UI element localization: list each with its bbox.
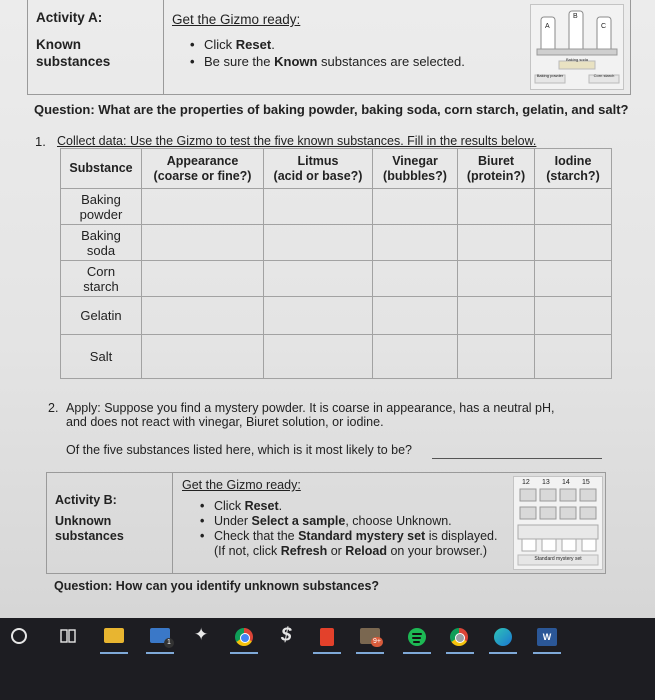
table-cell[interactable] <box>142 297 264 335</box>
row-label-corn-starch <box>61 261 142 297</box>
mystery-set-figure <box>513 476 603 570</box>
table-cell[interactable] <box>142 225 264 261</box>
mystery-label-15: 15 <box>582 479 590 486</box>
figure-label-b: B <box>573 13 578 20</box>
chrome-icon[interactable] <box>235 628 253 646</box>
bullet-text: Be sure the <box>204 54 275 69</box>
table-cell[interactable] <box>535 297 612 335</box>
bullet-bold: Select a sample <box>251 514 346 528</box>
mail-indicator <box>146 652 174 654</box>
row-label-line1: Baking <box>81 227 121 243</box>
activity-a-subtitle-line1: Known <box>36 37 81 52</box>
mystery-label-14: 14 <box>562 479 570 486</box>
office-icon[interactable] <box>320 628 334 646</box>
table-cell[interactable] <box>535 261 612 297</box>
table-cell[interactable] <box>373 335 458 379</box>
table-cell[interactable] <box>142 261 264 297</box>
table-header-substance <box>61 149 142 189</box>
table-cell[interactable] <box>264 335 373 379</box>
row-label-line1: Salt <box>89 349 113 364</box>
table-cell[interactable] <box>373 297 458 335</box>
activity-b-bullet-2 <box>196 514 526 529</box>
spotify-indicator <box>403 652 431 654</box>
header-line1: Substance <box>69 161 133 175</box>
header-line2: (acid or base?) <box>273 168 363 183</box>
activity-b-bullet-3-continuation <box>196 544 526 559</box>
figure-caption-top: Baking soda <box>565 57 588 62</box>
row-label-baking-soda <box>61 225 142 261</box>
table-header-vinegar <box>373 149 458 189</box>
activity-a-gizmo-ready: Get the Gizmo ready: <box>172 12 301 27</box>
header-line2: (bubbles?) <box>383 168 447 183</box>
table-row <box>61 261 612 297</box>
figure-caption-right: Corn starch <box>593 73 615 78</box>
bullet-text: Check that the <box>214 529 299 543</box>
start-icon[interactable] <box>11 628 27 644</box>
table-header-litmus <box>264 149 373 189</box>
activity-b-bullet-1 <box>196 499 526 514</box>
header-line1: Litmus <box>297 153 339 168</box>
question-2-number: 2. <box>48 401 59 415</box>
table-cell[interactable] <box>264 297 373 335</box>
table-cell[interactable] <box>264 261 373 297</box>
dollar-icon[interactable]: $ <box>281 625 292 646</box>
activity-a-bullet-2 <box>186 54 516 70</box>
bullet-text: , choose Unknown. <box>345 514 452 528</box>
mystery-label-13: 13 <box>542 479 550 486</box>
table-row <box>61 189 612 225</box>
activity-b-subtitle <box>55 514 124 544</box>
activity-a-title: Activity A: <box>36 10 103 25</box>
bullet-bold: Reset <box>235 37 272 52</box>
bullet-text: is displayed. <box>425 529 498 543</box>
question-1-text: Question: What are the properties of baking powder, baking soda, corn starch, gelatin, and salt? <box>34 102 629 117</box>
bullet-text: (If not, click <box>214 544 281 558</box>
activity-a-subtitle-line2: substances <box>36 54 111 69</box>
row-label-gelatin <box>61 297 142 335</box>
activity-a-bullets <box>186 37 516 70</box>
known-substances-figure <box>530 4 624 90</box>
table-header-appearance <box>142 149 264 189</box>
spotify-icon[interactable] <box>408 628 426 646</box>
table-header-biuret <box>458 149 535 189</box>
figure-caption-left: Baking powder <box>536 73 564 78</box>
bullet-bold: Refresh <box>280 544 328 558</box>
figure-label-c: C <box>601 23 607 30</box>
header-line2: (protein?) <box>466 168 526 183</box>
office-indicator <box>313 652 341 654</box>
row-label-line2: soda <box>86 242 116 258</box>
table-cell[interactable] <box>458 297 535 335</box>
table-cell[interactable] <box>373 261 458 297</box>
question-2-line2: and does not react with vinegar, Biuret solution, or iodine. <box>66 415 384 429</box>
question-2-line1: Apply: Suppose you find a mystery powder. It is coarse in appearance, has a neutral pH, <box>66 401 555 415</box>
photos-indicator <box>356 652 384 654</box>
bullet-bold: Standard mystery set <box>298 529 426 543</box>
dropbox-icon[interactable]: ✦ <box>194 625 209 644</box>
header-line1: Appearance <box>166 153 239 168</box>
table-header-row <box>61 149 612 189</box>
chrome-alt-indicator <box>446 652 474 654</box>
bullet-text: Click <box>214 499 245 513</box>
table-row <box>61 225 612 261</box>
edge-indicator <box>489 652 517 654</box>
question-2-prompt: Of the five substances listed here, which is it most likely to be? <box>66 443 412 457</box>
header-line1: Vinegar <box>392 153 438 168</box>
activity-b-divider <box>172 472 173 574</box>
mystery-label-12: 12 <box>522 479 530 486</box>
bullet-text: substances are selected. <box>317 54 465 69</box>
activity-b-gizmo-ready: Get the Gizmo ready: <box>182 478 301 492</box>
bullet-text: . <box>278 499 283 513</box>
figure-label-a: A <box>545 23 550 30</box>
file-explorer-indicator <box>100 652 128 654</box>
activity-b-subtitle-line1: Unknown <box>55 514 112 528</box>
table-row <box>61 297 612 335</box>
word-icon[interactable]: W <box>537 628 557 646</box>
bullet-text: . <box>271 37 275 52</box>
header-line2: (coarse or fine?) <box>153 168 252 183</box>
bullet-text: on your browser.) <box>386 544 488 558</box>
row-label-line1: Corn <box>86 263 116 279</box>
bullet-text: Under <box>214 514 252 528</box>
bullet-bold: Reset <box>244 499 279 513</box>
photos-badge: 9+ <box>373 638 381 645</box>
activity-a-bullet-1 <box>186 37 516 53</box>
table-cell[interactable] <box>458 335 535 379</box>
known-substances-table <box>60 148 612 379</box>
row-label-salt <box>61 335 142 379</box>
edge-icon[interactable] <box>494 628 512 646</box>
table-cell[interactable] <box>458 261 535 297</box>
bullet-bold: Known <box>274 54 318 69</box>
row-label-baking-powder <box>61 189 142 225</box>
table-cell[interactable] <box>373 189 458 225</box>
bullet-bold: Reload <box>345 544 387 558</box>
table-row <box>61 335 612 379</box>
header-line1: Iodine <box>554 153 592 168</box>
table-cell[interactable] <box>458 225 535 261</box>
task-view-icon[interactable] <box>60 628 76 644</box>
activity-a-divider <box>163 0 164 94</box>
activity-b-bullets <box>196 499 526 559</box>
activity-b-bullet-3 <box>196 529 526 544</box>
table-cell[interactable] <box>142 189 264 225</box>
question-2-answer-line[interactable] <box>432 458 602 459</box>
activity-b-subtitle-line2: substances <box>55 529 124 543</box>
table-cell[interactable] <box>264 189 373 225</box>
row-label-line2: starch <box>83 278 119 294</box>
mail-badge: 1 <box>164 638 174 648</box>
question-1-item-text: Collect data: Use the Gizmo to test the five known substances. Fill in the results below. <box>57 134 537 148</box>
table-cell[interactable] <box>142 335 264 379</box>
chrome-alt-icon[interactable] <box>450 628 468 646</box>
header-line2: (starch?) <box>546 168 600 183</box>
bullet-text: Click <box>204 37 236 52</box>
question-3-text: Question: How can you identify unknown substances? <box>54 579 380 593</box>
file-explorer-icon[interactable] <box>104 628 124 643</box>
table-cell[interactable] <box>373 225 458 261</box>
table-header-iodine <box>535 149 612 189</box>
table-cell[interactable] <box>264 225 373 261</box>
table-cell[interactable] <box>535 335 612 379</box>
question-2-text <box>66 401 636 429</box>
bullet-text: or <box>327 544 346 558</box>
word-indicator <box>533 652 561 654</box>
row-label-line1: Baking <box>81 191 121 207</box>
table-cell[interactable] <box>458 189 535 225</box>
chrome-indicator <box>230 652 258 654</box>
table-cell[interactable] <box>535 189 612 225</box>
mystery-figure-caption: Standard mystery set <box>534 556 582 562</box>
taskbar <box>0 618 655 700</box>
header-line1: Biuret <box>477 153 515 168</box>
row-label-line1: Gelatin <box>80 308 122 323</box>
activity-a-subtitle <box>36 36 110 70</box>
question-1-item-number: 1. <box>35 134 46 149</box>
activity-b-title: Activity B: <box>55 493 117 507</box>
row-label-line2: powder <box>79 206 123 222</box>
table-cell[interactable] <box>535 225 612 261</box>
